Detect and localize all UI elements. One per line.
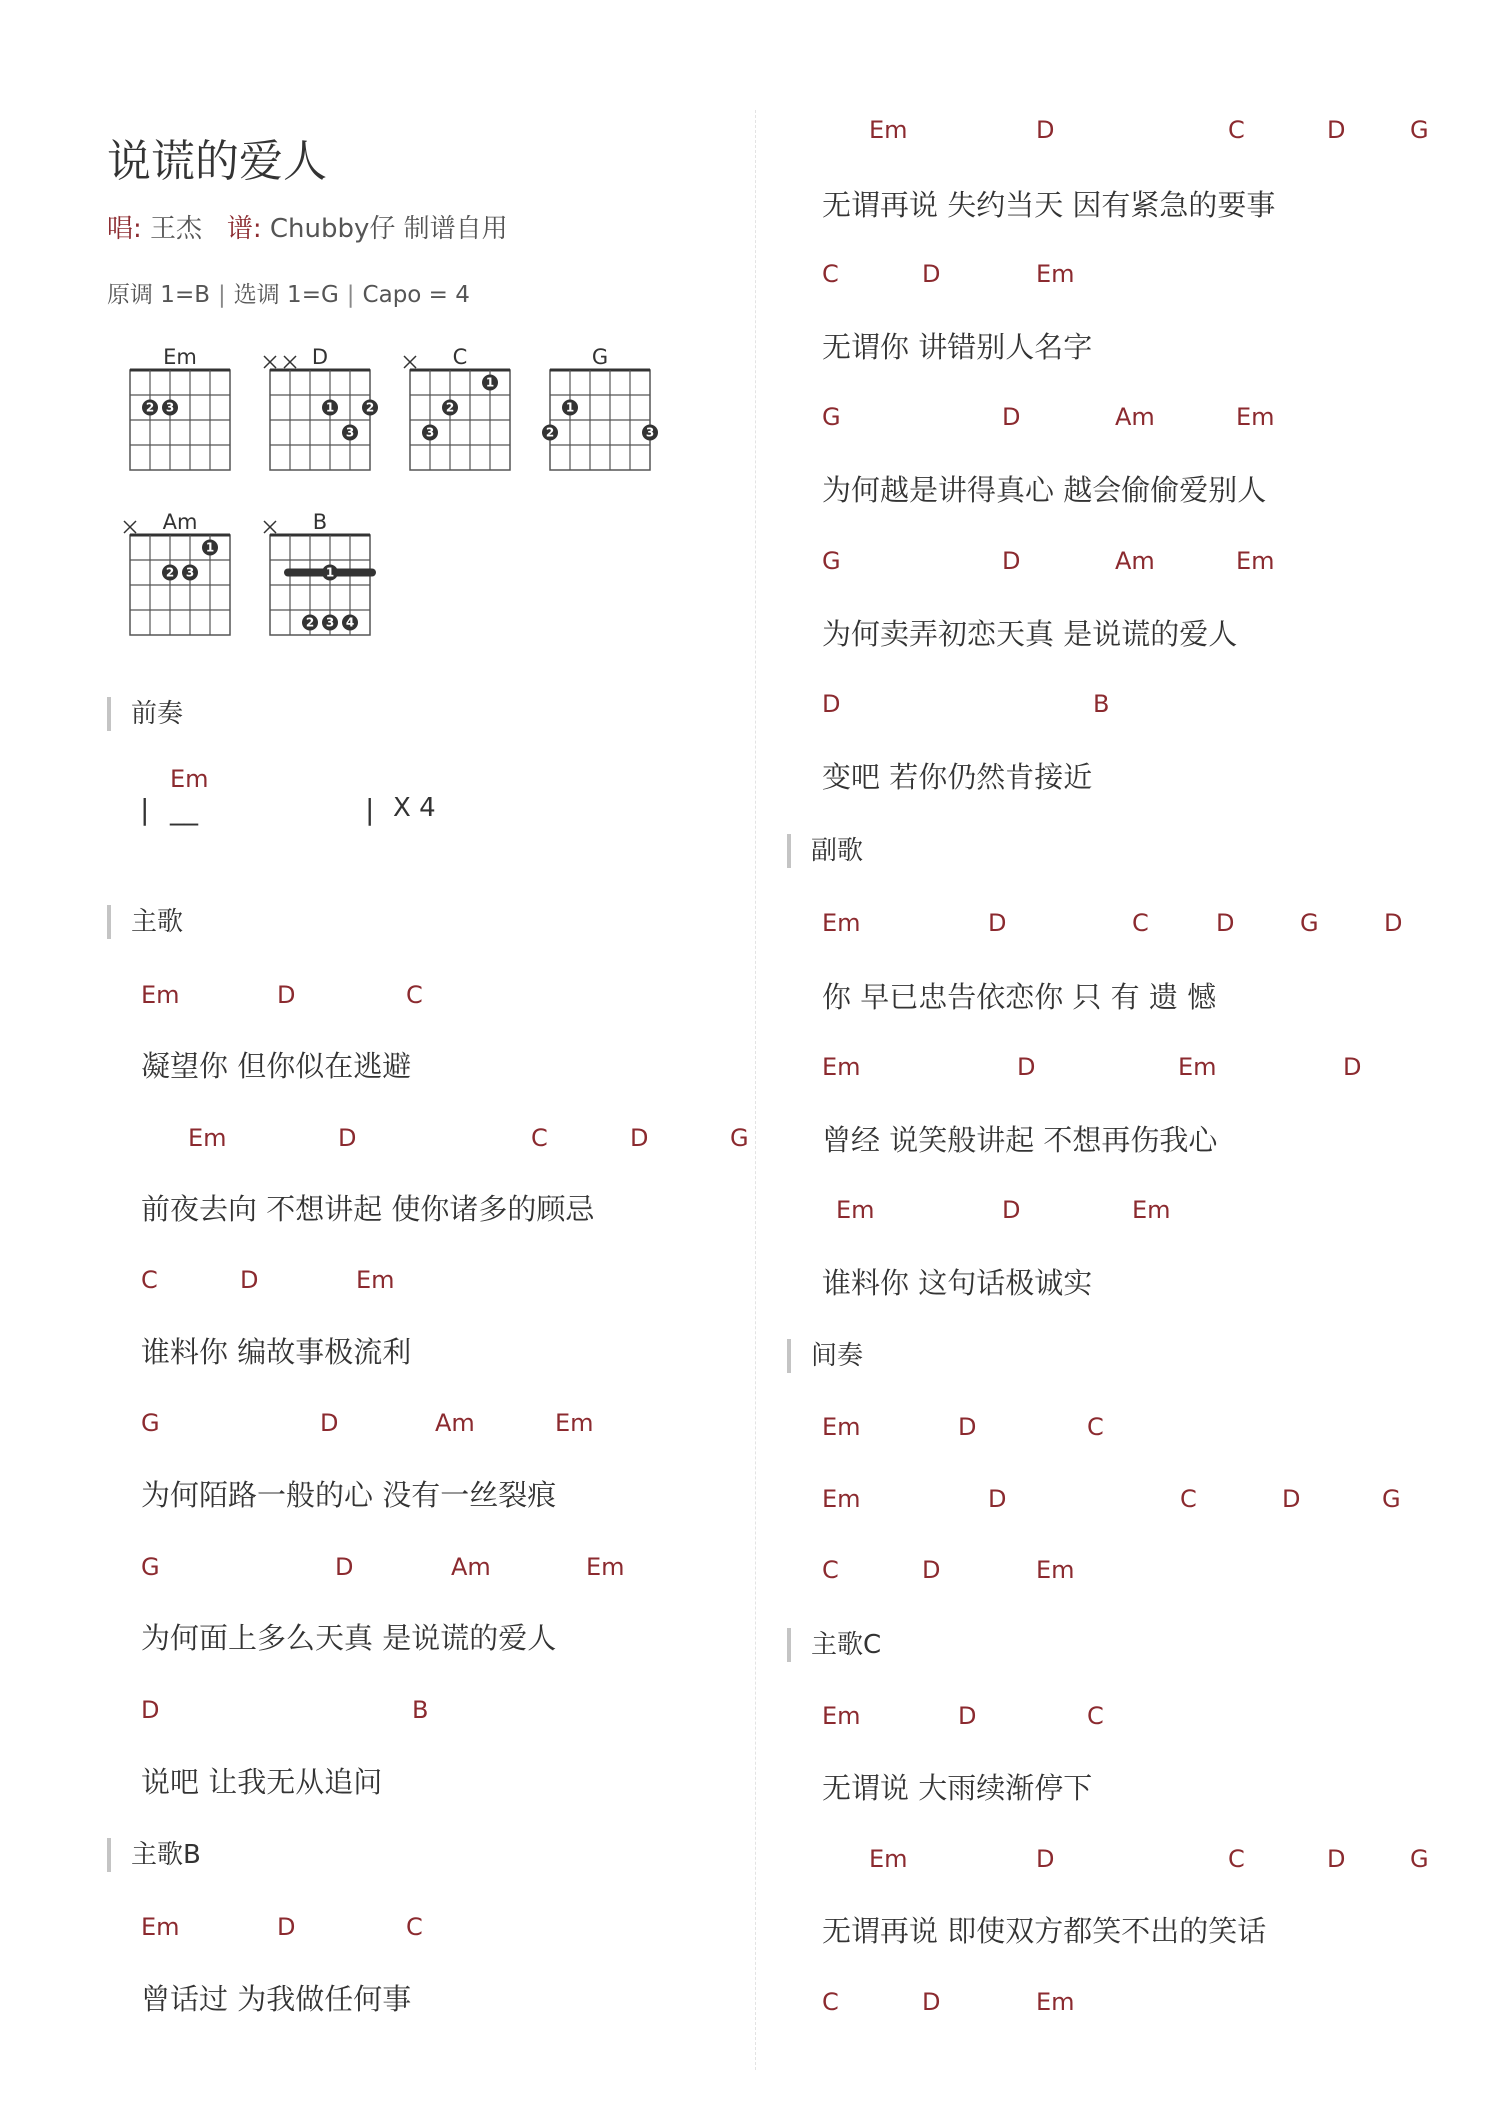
chord-label: Am [1115, 547, 1155, 575]
chord-label: G [1382, 1485, 1401, 1513]
lyric-line: 前夜去向 不想讲起 使你诸多的顾忌 [141, 1192, 595, 1226]
lyric-line: 为何越是讲得真心 越会偷偷爱别人 [822, 473, 1267, 507]
section-intro: 前奏 [107, 697, 183, 731]
chord-diagram-name: G [591, 345, 609, 369]
chord-label: D [1036, 1845, 1055, 1873]
chord-label: Em [836, 1196, 875, 1224]
chord-label: D [1002, 403, 1021, 431]
original-key: 原调 1=B [107, 282, 210, 308]
mute-x-icon [264, 521, 276, 533]
chord-label: D [922, 1556, 941, 1584]
chord-label: D [630, 1124, 649, 1152]
chord-diagrams [110, 335, 680, 645]
chord-label: Em [822, 909, 861, 937]
song-credits [107, 208, 508, 245]
chord-label: C [1087, 1702, 1104, 1730]
section-verse-b: 主歌B [107, 1838, 201, 1872]
chord-label: Em [869, 116, 908, 144]
chord-label: G [822, 547, 841, 575]
chord-label: D [1017, 1053, 1036, 1081]
lyric-line: 无谓再说 失约当天 因有紧急的要事 [822, 188, 1276, 222]
chord-label: D [1327, 116, 1346, 144]
chord-diagram-name: C [452, 345, 468, 369]
chord-label: D [277, 1913, 296, 1941]
svg-text:1: 1 [325, 400, 335, 415]
lyric-line: 变吧 若你仍然肯接近 [822, 760, 1093, 794]
svg-text:1: 1 [565, 400, 575, 415]
chord-label: Em [555, 1409, 594, 1437]
chord-diagram-am [124, 510, 230, 635]
lyric-line: 谁料你 编故事极流利 [141, 1335, 412, 1369]
svg-text:2: 2 [365, 400, 375, 415]
blank-measure: __ [170, 793, 198, 826]
chord-label: D [922, 260, 941, 288]
chord-label: D [1327, 1845, 1346, 1873]
chord-label: Em [141, 981, 180, 1009]
mute-x-icon [404, 356, 416, 368]
chord-label: G [1300, 909, 1319, 937]
chord-label: B [412, 1696, 429, 1724]
lyric-line: 你 早已忠告依恋你 只 有 遗 憾 [822, 980, 1217, 1014]
chord-label: D [338, 1124, 357, 1152]
chord-label: Em [1132, 1196, 1171, 1224]
lyric-line: 无谓你 讲错别人名字 [822, 330, 1093, 364]
chord-label: G [141, 1409, 160, 1437]
chord-label: D [277, 981, 296, 1009]
chord-label: D [1282, 1485, 1301, 1513]
chord-label: B [1093, 690, 1110, 718]
lyric-line: 无谓说 大雨续渐停下 [822, 1771, 1093, 1805]
chord-label: Am [435, 1409, 475, 1437]
bar-line: | [365, 793, 375, 826]
svg-text:1: 1 [325, 565, 335, 580]
chord-label: Em [356, 1266, 395, 1294]
svg-text:3: 3 [165, 400, 175, 415]
chord-diagram-name: B [312, 510, 328, 534]
lyric-line: 为何面上多么天真 是说谎的爱人 [141, 1621, 557, 1655]
chord-diagram-name: Em [163, 345, 197, 369]
lyric-line: 为何卖弄初恋天真 是说谎的爱人 [822, 617, 1238, 651]
selected-key: 选调 1=G [233, 282, 339, 308]
chord-label: D [1002, 547, 1021, 575]
chord-label: C [1087, 1413, 1104, 1441]
chord-label: D [1384, 909, 1403, 937]
svg-text:3: 3 [425, 425, 435, 440]
lyric-line: 说吧 让我无从追问 [141, 1765, 383, 1799]
chord-label: Em [1236, 403, 1275, 431]
section-chorus: 副歌 [787, 834, 863, 868]
chord-label: D [141, 1696, 160, 1724]
section-interlude: 间奏 [787, 1339, 863, 1373]
chord-label: Em [822, 1413, 861, 1441]
chord-label: D [320, 1409, 339, 1437]
chord-diagram-d [264, 345, 378, 470]
arranger-label: 谱: [226, 214, 262, 244]
column-divider [755, 110, 756, 2070]
chord-label: C [1132, 909, 1149, 937]
chord-label: C [1228, 1845, 1245, 1873]
chord-diagram-name: Am [162, 510, 198, 534]
chord-label: C [1228, 116, 1245, 144]
chord-label: D [958, 1702, 977, 1730]
chord-label: D [1216, 909, 1235, 937]
chord-label: C [1180, 1485, 1197, 1513]
chord-label: C [406, 1913, 423, 1941]
chord-label: Em [1236, 547, 1275, 575]
chord-label: Am [451, 1553, 491, 1581]
singer-name: 王杰 [150, 214, 203, 244]
chord-diagram-em [130, 345, 230, 470]
chord-label: Em [141, 1913, 180, 1941]
svg-text:1: 1 [485, 375, 495, 390]
chord-label: Em [822, 1702, 861, 1730]
chord-label: Em [1036, 1988, 1075, 2016]
svg-text:2: 2 [165, 565, 175, 580]
lyric-line: 为何陌路一般的心 没有一丝裂痕 [141, 1478, 557, 1512]
chord-label: D [988, 909, 1007, 937]
chord-diagram-name: D [311, 345, 329, 369]
chord-label: C [406, 981, 423, 1009]
repeat-mark: X 4 [393, 793, 436, 823]
mute-x-icon [124, 521, 136, 533]
chord-label: D [958, 1413, 977, 1441]
svg-text:1: 1 [205, 540, 215, 555]
chord-label: Em [586, 1553, 625, 1581]
chord-diagram-b [264, 510, 372, 635]
section-verse-c: 主歌C [787, 1628, 881, 1662]
chord-label: Am [1115, 403, 1155, 431]
svg-text:3: 3 [645, 425, 655, 440]
chord-label: D [988, 1485, 1007, 1513]
chord-label: C [822, 1556, 839, 1584]
chord-label: D [240, 1266, 259, 1294]
chord-diagram-g [542, 345, 658, 470]
chord-label: D [822, 690, 841, 718]
chord-label: Em [822, 1053, 861, 1081]
lyric-line: 凝望你 但你似在逃避 [141, 1049, 412, 1083]
svg-text:3: 3 [185, 565, 195, 580]
mute-x-icon [264, 356, 276, 368]
chord-diagram-c [404, 345, 510, 470]
chord-label: C [822, 260, 839, 288]
svg-text:3: 3 [345, 425, 355, 440]
chord-label: Em [1036, 1556, 1075, 1584]
chord-label: D [335, 1553, 354, 1581]
chord-label: D [1036, 116, 1055, 144]
arranger-name: Chubby仔 制谱自用 [269, 214, 508, 244]
chord-label: Em [822, 1485, 861, 1513]
chord-label: D [1343, 1053, 1362, 1081]
svg-text:3: 3 [325, 615, 335, 630]
chord-label: G [1410, 1845, 1429, 1873]
section-verse: 主歌 [107, 905, 183, 939]
lyric-line: 谁料你 这句话极诚实 [822, 1266, 1093, 1300]
key-info: 原调 1=B | 选调 1=G | Capo = 4 [107, 282, 470, 308]
svg-text:4: 4 [345, 615, 355, 630]
mute-x-icon [284, 356, 296, 368]
chord-label: C [822, 1988, 839, 2016]
chord-label: Em [188, 1124, 227, 1152]
singer-label: 唱: [107, 214, 142, 244]
svg-text:2: 2 [145, 400, 155, 415]
lyric-line: 无谓再说 即使双方都笑不出的笑话 [822, 1914, 1267, 1948]
lyric-line: 曾经 说笑般讲起 不想再伤我心 [822, 1123, 1218, 1157]
chord-label: G [1410, 116, 1429, 144]
chord-label: G [730, 1124, 749, 1152]
chord-label: Em [869, 1845, 908, 1873]
chord-label: G [141, 1553, 160, 1581]
svg-text:2: 2 [445, 400, 455, 415]
chord-label: D [1002, 1196, 1021, 1224]
chord-label: D [922, 1988, 941, 2016]
chord-label: G [822, 403, 841, 431]
bar-line: | [140, 793, 150, 826]
chord-label: Em [170, 765, 209, 793]
chord-label: Em [1178, 1053, 1217, 1081]
capo-value: Capo = 4 [362, 282, 470, 308]
chord-label: C [531, 1124, 548, 1152]
svg-text:2: 2 [305, 615, 315, 630]
song-title: 说谎的爱人 [107, 136, 327, 187]
lyric-line: 曾话过 为我做任何事 [141, 1982, 412, 2016]
svg-text:2: 2 [545, 425, 555, 440]
chord-label: Em [1036, 260, 1075, 288]
chord-label: C [141, 1266, 158, 1294]
